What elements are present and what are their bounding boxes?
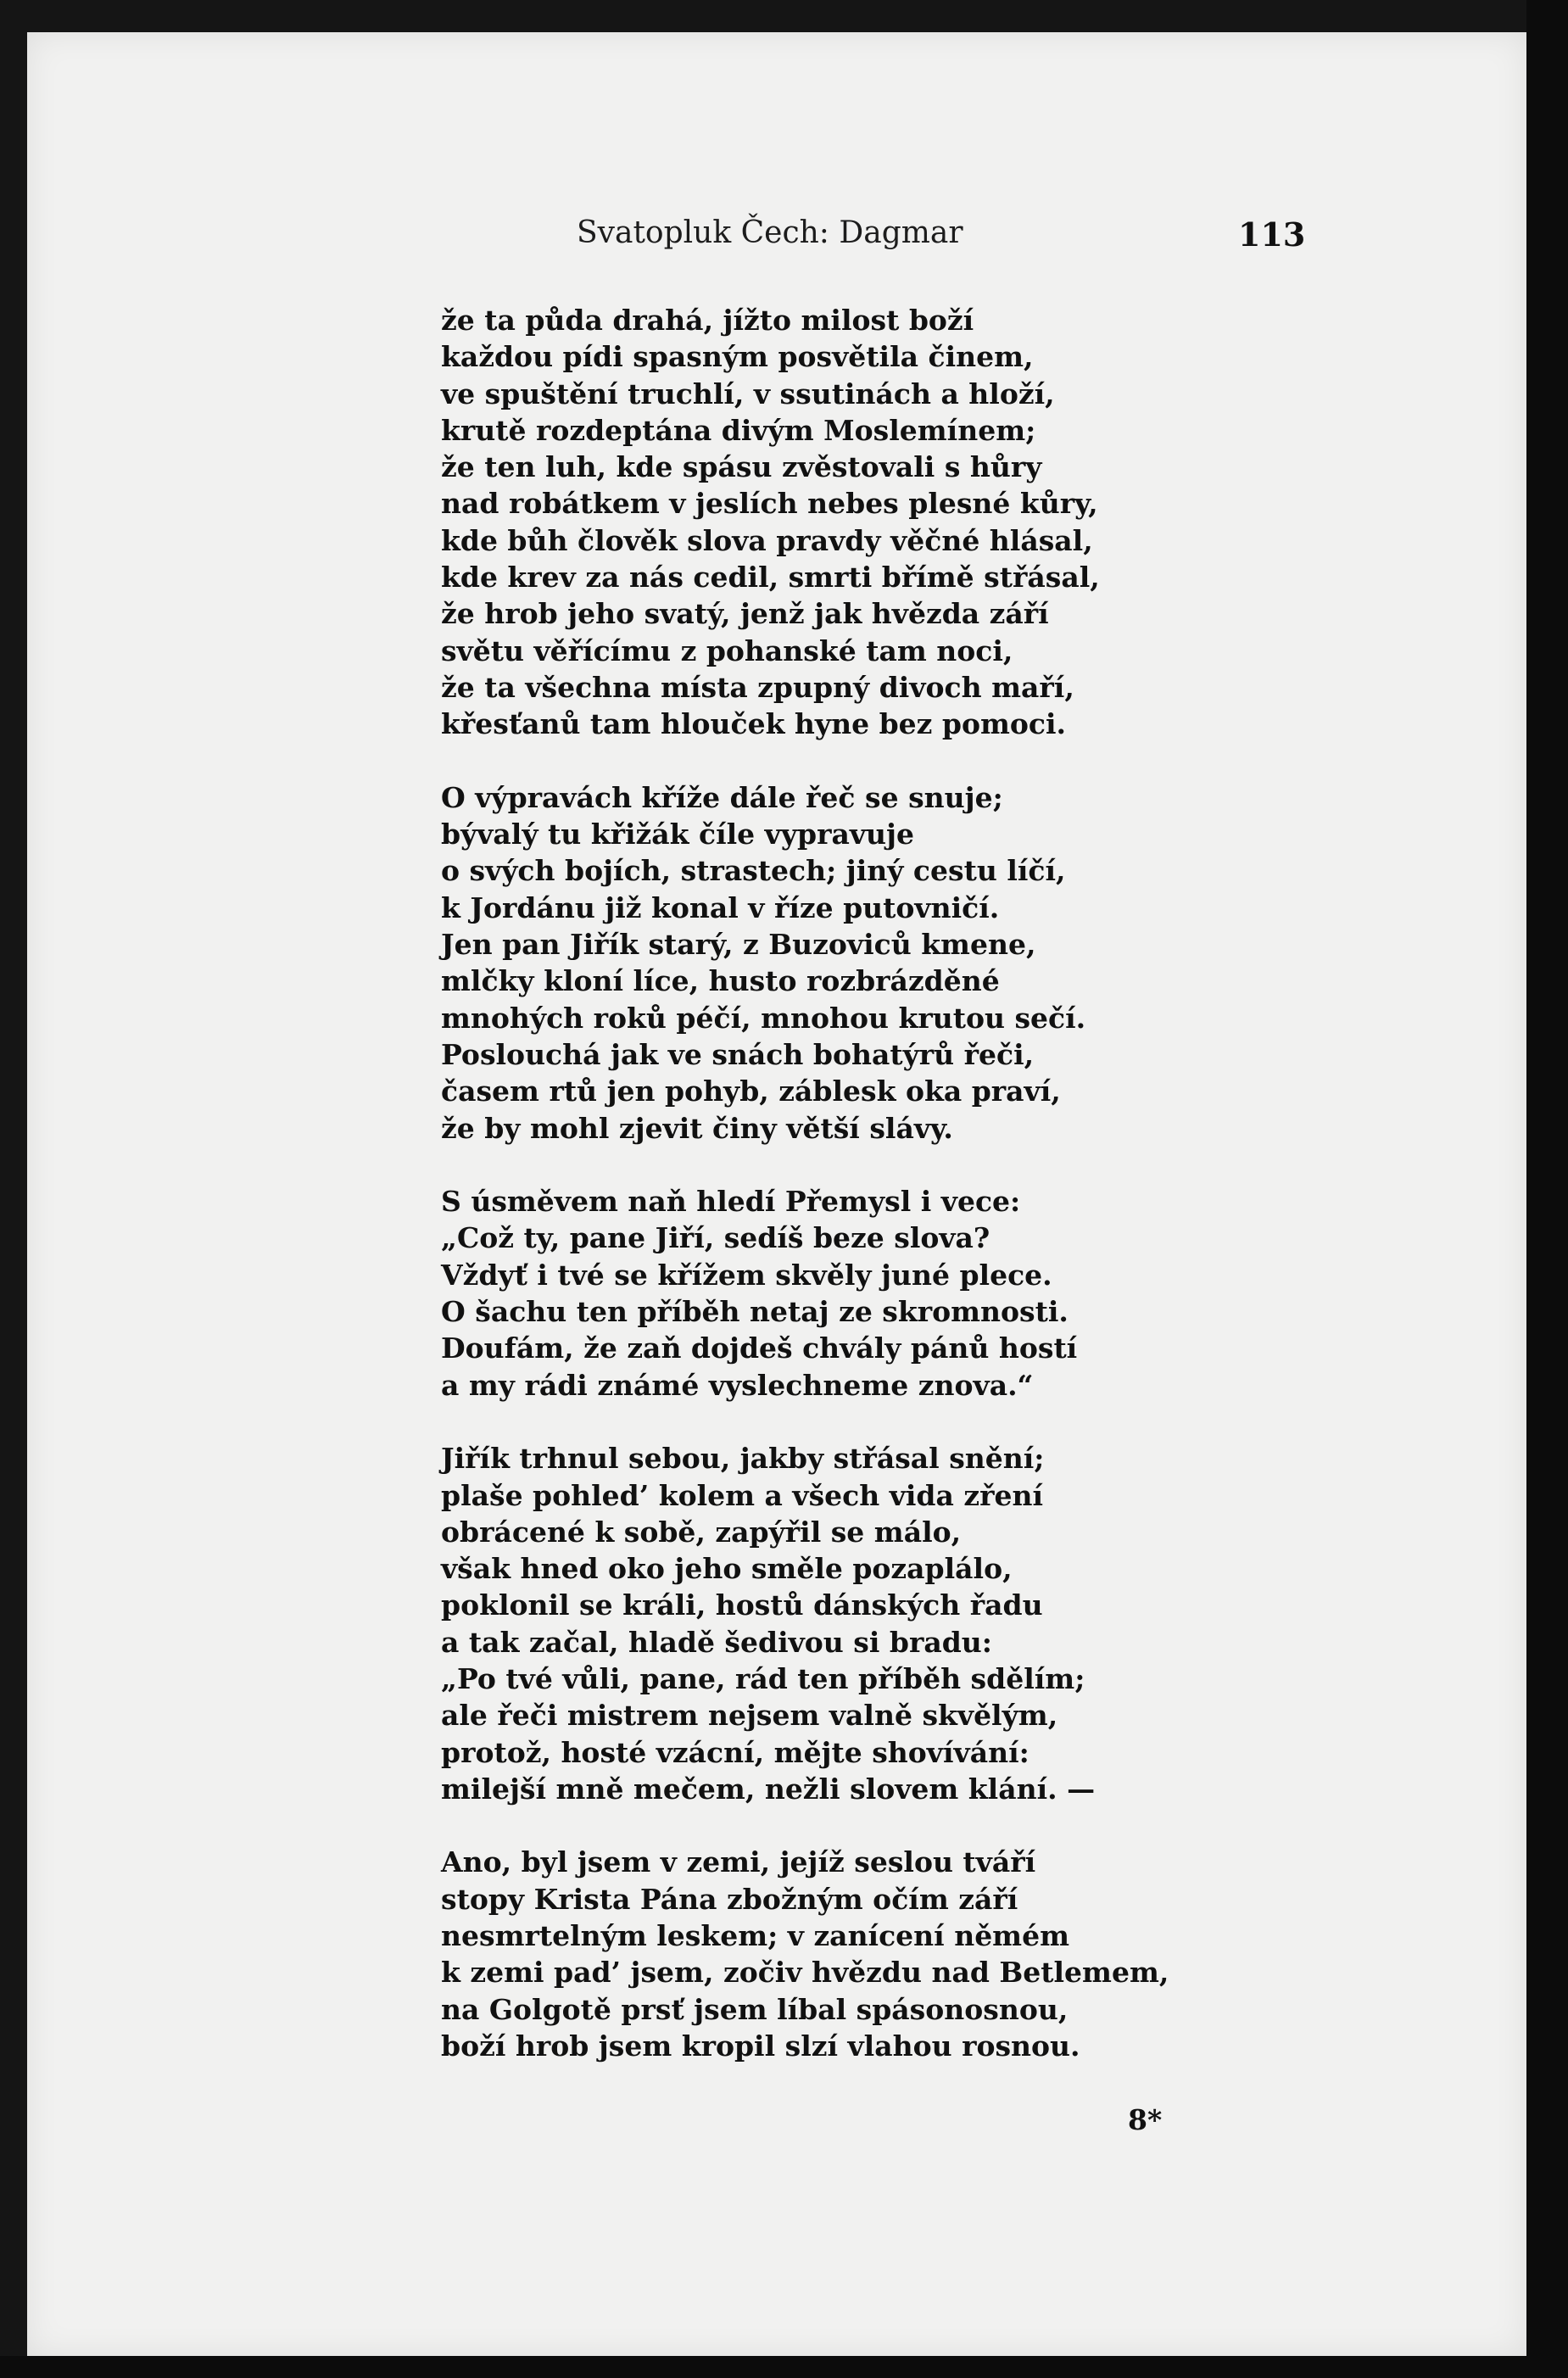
verse-line: mnohých roků péčí, mnohou krutou sečí. bbox=[441, 1001, 1086, 1035]
scan-edge-bottom bbox=[0, 2356, 1568, 2378]
verse-line: S úsměvem naň hledí Přemysl i vece: bbox=[441, 1185, 1021, 1219]
verse-line: ale řeči mistrem nejsem valně skvělým, bbox=[441, 1699, 1058, 1733]
verse-line: Poslouchá jak ve snách bohatýrů řeči, bbox=[441, 1037, 1035, 1071]
verse-line: o svých bojích, strastech; jiný cestu líčí, bbox=[441, 854, 1066, 888]
verse-line: kde krev za nás cedil, smrti břímě střásal, bbox=[441, 561, 1100, 594]
verse-line: krutě rozdeptána divým Moslemínem; bbox=[441, 413, 1036, 447]
verse-line: protož, hosté vzácní, mějte shovívání: bbox=[441, 1735, 1030, 1769]
verse-line: že ta půda drahá, jížto milost boží bbox=[441, 304, 974, 337]
verse-line: nad robátkem v jeslích nebes plesné kůry, bbox=[441, 487, 1098, 521]
verse-line: milejší mně mečem, nežli slovem klání. — bbox=[441, 1772, 1096, 1806]
scan-edge-right bbox=[1526, 0, 1568, 2378]
stanza bbox=[441, 302, 1170, 743]
verse-line: každou pídi spasným posvětila činem, bbox=[441, 340, 1034, 374]
verse-line: mlčky kloní líce, husto rozbrázděné bbox=[441, 964, 1000, 998]
verse-line: a my rádi známé vyslechneme znova.“ bbox=[441, 1368, 1034, 1402]
verse-line: nesmrtelným leskem; v zanícení němém bbox=[441, 1919, 1070, 1953]
verse-line: na Golgotě prsť jsem líbal spásonosnou, bbox=[441, 1992, 1069, 2026]
verse-line: světu věřícímu z pohanské tam noci, bbox=[441, 634, 1013, 667]
verse-line: že by mohl zjevit činy větší slávy. bbox=[441, 1111, 953, 1145]
poem-body bbox=[441, 302, 1170, 2064]
verse-line: časem rtů jen pohyb, záblesk oka praví, bbox=[441, 1075, 1061, 1108]
verse-line: ve spuštění truchlí, v ssutinách a hloží, bbox=[441, 377, 1055, 410]
verse-line: Ano, byl jsem v zemi, jejíž seslou tváří bbox=[441, 1845, 1036, 1879]
verse-line: O výpravách kříže dále řeč se snuje; bbox=[441, 780, 1003, 814]
verse-line: Vždyť i tvé se křížem skvěly juné plece. bbox=[441, 1258, 1052, 1292]
verse-line: že ten luh, kde spásu zvěstovali s hůry bbox=[441, 450, 1042, 484]
verse-line: kde bůh člověk slova pravdy věčné hlásal, bbox=[441, 523, 1093, 557]
verse-line: že ta všechna místa zpupný divoch maří, bbox=[441, 670, 1074, 704]
running-head: Svatopluk Čech: Dagmar bbox=[577, 215, 963, 250]
stanza bbox=[441, 1844, 1170, 2064]
verse-line: však hned oko jeho směle pozaplálo, bbox=[441, 1552, 1013, 1586]
stanza bbox=[441, 1183, 1170, 1404]
verse-line: a tak začal, hladě šedivou si bradu: bbox=[441, 1625, 992, 1659]
verse-line: „Což ty, pane Jiří, sedíš beze slova? bbox=[441, 1221, 990, 1255]
verse-line: poklonil se králi, hostů dánských řadu bbox=[441, 1588, 1043, 1622]
verse-line: Jen pan Jiřík starý, z Buzoviců kmene, bbox=[441, 928, 1036, 962]
stanza bbox=[441, 1440, 1170, 1807]
verse-line: Doufám, že zaň dojdeš chvály pánů hostí bbox=[441, 1331, 1078, 1365]
verse-line: bývalý tu křižák číle vypravuje bbox=[441, 818, 914, 851]
verse-line: plaše pohled’ kolem a všech vida zření bbox=[441, 1478, 1044, 1512]
signature-mark: 8* bbox=[1128, 2103, 1163, 2136]
verse-line: křesťanů tam hlouček hyne bez pomoci. bbox=[441, 707, 1067, 741]
page-number: 113 bbox=[1238, 215, 1306, 254]
verse-line: stopy Krista Pána zbožným očím září bbox=[441, 1882, 1018, 1916]
verse-line: že hrob jeho svatý, jenž jak hvězda září bbox=[441, 597, 1049, 631]
verse-line: „Po tvé vůli, pane, rád ten příběh sdělím; bbox=[441, 1661, 1085, 1695]
verse-line: boží hrob jsem kropil slzí vlahou rosnou. bbox=[441, 2029, 1080, 2063]
verse-line: k Jordánu již konal v říze putovničí. bbox=[441, 890, 1000, 924]
verse-line: Jiřík trhnul sebou, jakby střásal snění; bbox=[441, 1442, 1045, 1476]
stanza bbox=[441, 779, 1170, 1147]
verse-line: O šachu ten příběh netaj ze skromnosti. bbox=[441, 1295, 1069, 1329]
verse-line: obrácené k sobě, zapýřil se málo, bbox=[441, 1515, 962, 1549]
verse-line: k zemi pad’ jsem, zočiv hvězdu nad Betlemem, bbox=[441, 1956, 1169, 1990]
